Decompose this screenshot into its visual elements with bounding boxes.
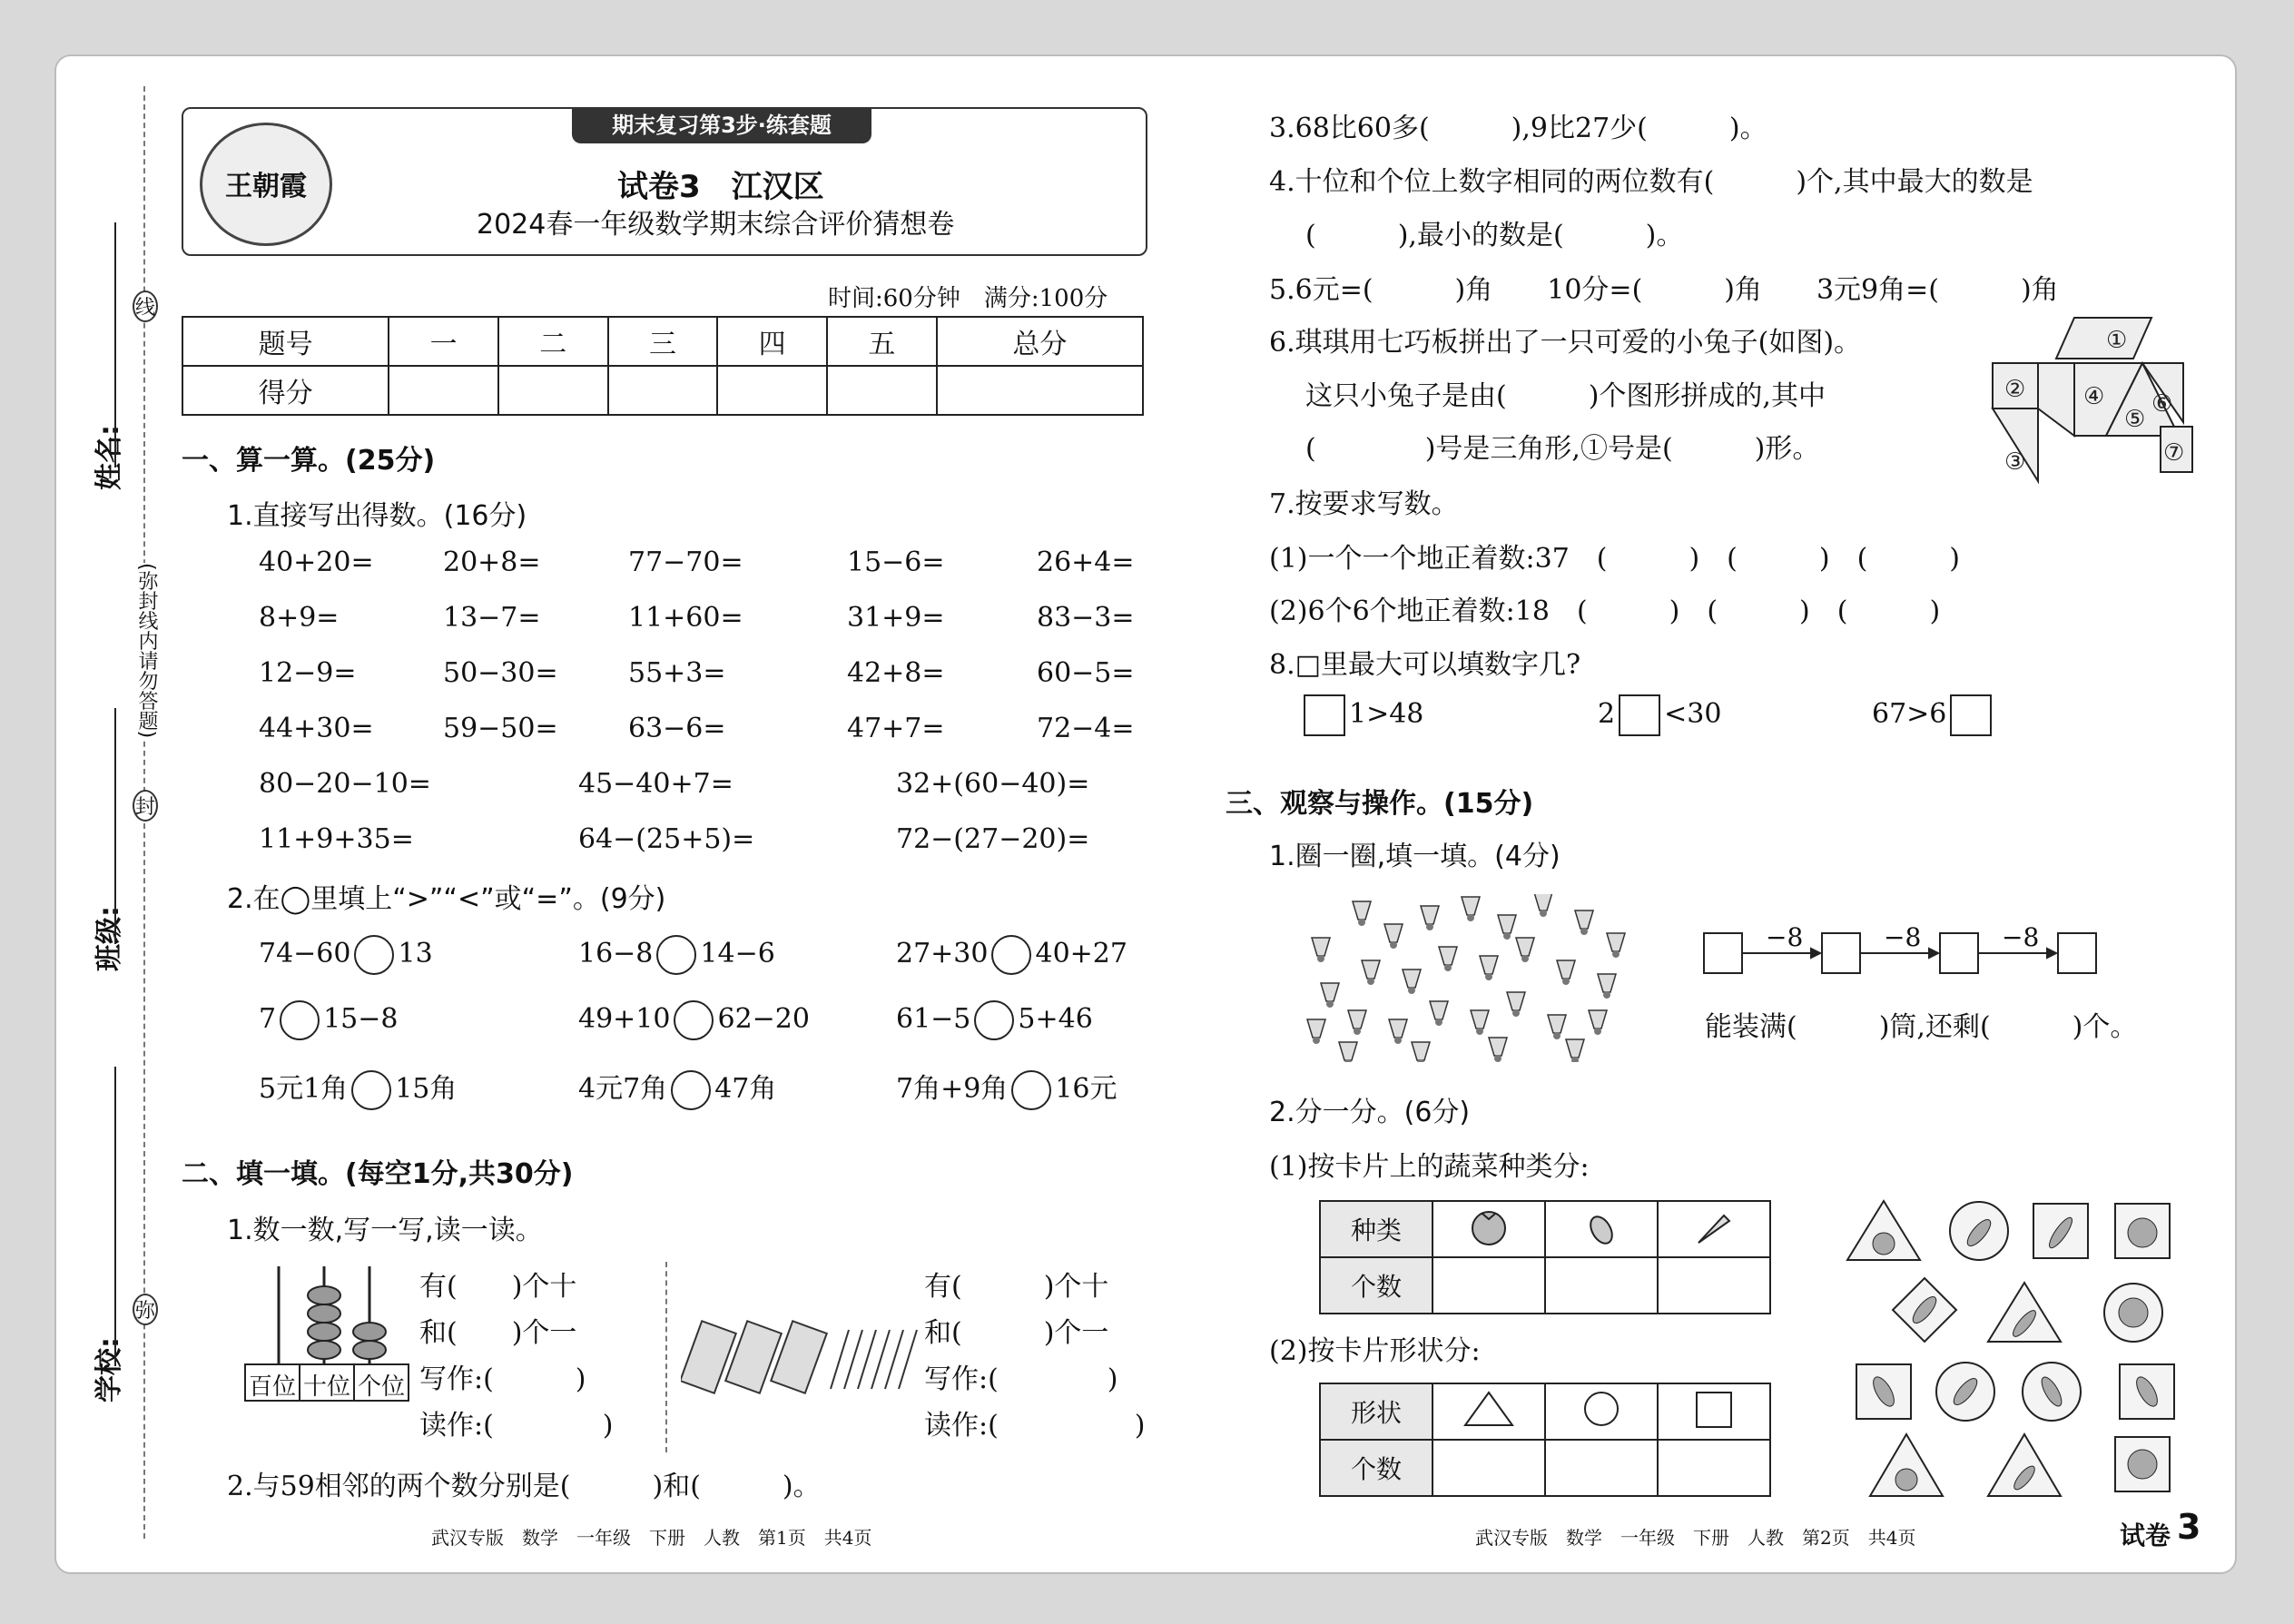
exam-title: 试卷3 江汉区 — [617, 169, 824, 205]
abacus-label-ones: 个位 — [357, 1373, 405, 1401]
compare-left: 27+30 — [896, 938, 989, 969]
seal-note: (弥封线内请勿答题) — [133, 563, 161, 738]
compare-left: 4元7角 — [578, 1073, 668, 1105]
shape-table-row2-label: 个数 — [1320, 1440, 1433, 1496]
shuttlecock-icon — [1598, 974, 1616, 999]
shuttlecock-icon — [1353, 901, 1371, 926]
s2-q2: 2.与59相邻的两个数分别是( )和( )。 — [227, 1471, 821, 1502]
s3-q2a: (1)按卡片上的蔬菜种类分: — [1269, 1151, 1590, 1183]
s3-q1-title: 1.圈一圈,填一填。(4分) — [1269, 841, 1561, 872]
compare-right: 15−8 — [323, 1003, 399, 1035]
shuttlecock-icon — [1307, 1019, 1325, 1044]
shuttlecock-icon — [1348, 1010, 1366, 1035]
eggplant-icon — [1545, 1201, 1658, 1257]
score-table — [182, 316, 1144, 416]
calc-item: 47+7= — [847, 713, 945, 744]
fill-read-b[interactable]: 读作:( ) — [924, 1410, 1146, 1442]
compare-right: 47角 — [714, 1073, 777, 1105]
time-info: 时间:60分钟 满分:100分 — [828, 285, 1108, 312]
score-header: 四 — [717, 317, 827, 366]
calc-item: 77−70= — [628, 546, 743, 578]
shuttlecock-icon — [1480, 956, 1498, 980]
q8-item-1 — [1300, 694, 1423, 736]
answer-cell[interactable] — [1433, 1257, 1545, 1314]
s2-q3: 3.68比60多( ),9比27少( )。 — [1269, 113, 1767, 144]
fill-ones-b[interactable]: 和( )个一 — [924, 1317, 1109, 1349]
score-header: 题号 — [182, 317, 389, 366]
shuttlecock-icon — [1384, 924, 1403, 949]
abacus-fill-block — [419, 1264, 614, 1449]
shuttlecock-icon — [1507, 992, 1525, 1017]
s3-q2b: (2)按卡片形状分: — [1269, 1335, 1481, 1367]
calc-item: 15−6= — [847, 546, 945, 578]
tangram-rabbit-figure — [1988, 313, 2197, 486]
subtract-chain-figure — [1702, 915, 2106, 980]
shuttlecock-icon — [1566, 1039, 1584, 1062]
score-header: 总分 — [937, 317, 1143, 366]
shuttlecock-icon — [1321, 983, 1339, 1008]
score-cell[interactable] — [498, 366, 608, 415]
triangle-icon — [1433, 1383, 1545, 1440]
paper-label: 试卷 — [2120, 1521, 2171, 1550]
s2-q8: 8.□里最大可以填数字几? — [1269, 649, 1581, 681]
shuttlecock-icon — [1462, 897, 1480, 921]
compare-right: 5+46 — [1018, 1003, 1093, 1035]
s2-q4b: ( ),最小的数是( )。 — [1305, 220, 1684, 251]
q8-item-2 — [1598, 694, 1721, 736]
calc-item: 45−40+7= — [578, 768, 733, 800]
sticks-fill-block — [924, 1264, 1146, 1449]
shuttlecock-icon — [1412, 1042, 1430, 1062]
s2-q7a: (1)一个一个地正着数:37 ( ) ( ) ( ) — [1269, 543, 1961, 575]
calc-item: 83−3= — [1037, 602, 1135, 634]
q8-item-3 — [1872, 694, 1995, 736]
compare-left: 61−5 — [896, 1003, 971, 1035]
s2-q5: 5.6元=( )角 10分=( )角 3元9角=( )角 — [1269, 274, 2059, 306]
score-cell[interactable] — [937, 366, 1143, 415]
fill-write-b[interactable]: 写作:( ) — [924, 1363, 1118, 1395]
q8-item-2-prefix: 2 — [1598, 698, 1616, 730]
answer-cell[interactable] — [1545, 1440, 1658, 1496]
footer-right: 武汉专版 数学 一年级 下册 人教 第2页 共4页 — [1475, 1527, 1916, 1549]
shuttlecock-icon — [1575, 910, 1593, 935]
chain-op-1: −8 — [1766, 922, 1804, 952]
compare-circle[interactable] — [674, 1000, 714, 1040]
calc-item: 50−30= — [443, 657, 558, 689]
shape-table-row1-label: 形状 — [1320, 1383, 1433, 1440]
tangram-label-2: ② — [2004, 376, 2026, 403]
answer-box[interactable] — [1304, 694, 1345, 736]
fill-ones[interactable]: 和( )个一 — [419, 1317, 577, 1349]
compare-right: 15角 — [395, 1073, 458, 1105]
calc-item: 72−(27−20)= — [896, 823, 1090, 855]
shuttlecock-icon — [1534, 894, 1552, 917]
answer-box[interactable] — [1950, 694, 1992, 736]
logo-text: 王朝霞 — [225, 171, 307, 202]
abacus-label-tens: 十位 — [302, 1373, 350, 1401]
section2-title: 二、填一填。(每空1分,共30分) — [182, 1158, 574, 1190]
calc-item: 63−6= — [628, 713, 726, 744]
class-line — [114, 708, 116, 944]
compare-right: 13 — [398, 938, 433, 969]
answer-cell[interactable] — [1658, 1440, 1770, 1496]
calc-item: 26+4= — [1037, 546, 1135, 578]
compare-left: 7 — [259, 1003, 277, 1035]
shuttlecock-icon — [1430, 1001, 1448, 1026]
calc-item: 60−5= — [1037, 657, 1135, 689]
s2-q6c: ( )号是三角形,①号是( )形。 — [1305, 433, 1820, 465]
shuttlecock-icon — [1548, 1015, 1566, 1039]
shuttlecock-icon — [1498, 915, 1516, 940]
school-line — [114, 1067, 116, 1366]
abacus-labels — [245, 1368, 409, 1402]
veg-type-table — [1319, 1200, 1771, 1314]
name-line — [114, 222, 116, 468]
compare-item — [896, 935, 1127, 975]
score-header: 三 — [608, 317, 718, 366]
square-icon — [1658, 1383, 1770, 1440]
compare-item — [259, 935, 433, 975]
score-header: 二 — [498, 317, 608, 366]
compare-left: 74−60 — [259, 938, 351, 969]
calc-item: 13−7= — [443, 602, 541, 634]
shuttlecock-icon — [1389, 1019, 1407, 1044]
s2-q7: 7.按要求写数。 — [1269, 488, 1459, 520]
s2-q7b: (2)6个6个地正着数:18 ( ) ( ) ( ) — [1269, 595, 1941, 627]
compare-circle[interactable] — [354, 935, 394, 975]
s3-q1-fill: 能装满( )筒,还剩( )个。 — [1705, 1011, 2138, 1043]
calc-item: 40+20= — [259, 546, 374, 578]
shuttlecock-icon — [1421, 906, 1439, 930]
score-header: 五 — [827, 317, 937, 366]
paper-number: 3 — [2177, 1507, 2201, 1547]
compare-item — [896, 1066, 1117, 1110]
tangram-label-4: ④ — [2083, 383, 2105, 410]
sticks-bundles-figure — [681, 1307, 926, 1407]
compare-circle[interactable] — [974, 1000, 1014, 1040]
score-header: 一 — [389, 317, 498, 366]
fill-read[interactable]: 读作:( ) — [419, 1410, 614, 1442]
tomato-icon — [1433, 1201, 1545, 1257]
calc-item: 32+(60−40)= — [896, 768, 1090, 800]
answer-box[interactable] — [1619, 694, 1660, 736]
s2-q6b: 这只小兔子是由( )个图形拼成的,其中 — [1305, 380, 1826, 412]
divider — [665, 1262, 667, 1452]
calc-item: 42+8= — [847, 657, 945, 689]
score-row-label: 得分 — [182, 366, 389, 415]
fill-tens-b[interactable]: 有( )个十 — [924, 1271, 1109, 1303]
calc-item: 44+30= — [259, 713, 374, 744]
score-cell[interactable] — [389, 366, 498, 415]
tangram-label-1: ① — [2106, 327, 2128, 354]
exam-subtitle: 2024春一年级数学期末综合评价猜想卷 — [477, 209, 955, 241]
s2-q4a: 4.十位和个位上数字相同的两位数有( )个,其中最大的数是 — [1269, 166, 2033, 198]
shuttlecock-icon — [1516, 938, 1534, 962]
chain-op-3: −8 — [2002, 922, 2040, 952]
footer-left: 武汉专版 数学 一年级 下册 人教 第1页 共4页 — [431, 1527, 872, 1549]
tangram-label-6: ⑥ — [2151, 390, 2173, 418]
s2-q6a: 6.琪琪用七巧板拼出了一只可爱的小兔子(如图)。 — [1269, 327, 1862, 359]
compare-right: 16元 — [1055, 1073, 1117, 1105]
score-cell[interactable] — [717, 366, 827, 415]
score-cell[interactable] — [827, 366, 937, 415]
answer-cell[interactable] — [1433, 1440, 1545, 1496]
calc-item: 55+3= — [628, 657, 726, 689]
abacus-label-hundreds: 百位 — [248, 1373, 296, 1401]
compare-item — [578, 935, 775, 975]
shuttlecocks-figure — [1294, 894, 1639, 1062]
answer-cell[interactable] — [1545, 1257, 1658, 1314]
shuttlecock-icon — [1589, 1010, 1607, 1035]
tangram-label-5: ⑤ — [2124, 406, 2146, 433]
s1-q2-title: 2.在◯里填上“>”“<”或“=”。(9分) — [227, 883, 666, 915]
chain-op-2: −8 — [1884, 922, 1922, 952]
compare-item — [259, 1000, 399, 1040]
compare-item — [896, 1000, 1093, 1040]
s3-q2-title: 2.分一分。(6分) — [1269, 1097, 1471, 1128]
score-cell[interactable] — [608, 366, 718, 415]
circle-icon — [1545, 1383, 1658, 1440]
q8-item-2-text: <30 — [1664, 698, 1722, 730]
s2-q1-title: 1.数一数,写一写,读一读。 — [227, 1215, 543, 1246]
header-banner: 期末复习第3步·练套题 — [572, 107, 871, 143]
calc-item: 11+9+35= — [259, 823, 414, 855]
compare-item — [259, 1066, 457, 1110]
calc-item: 64−(25+5)= — [578, 823, 755, 855]
shuttlecock-icon — [1489, 1038, 1507, 1062]
name-label: 姓名: — [94, 425, 125, 490]
shuttlecock-icon — [1403, 969, 1421, 994]
calc-item: 80−20−10= — [259, 768, 431, 800]
calc-item: 11+60= — [628, 602, 743, 634]
compare-left: 7角+9角 — [896, 1073, 1009, 1105]
shape-table — [1319, 1383, 1771, 1497]
section1-title: 一、算一算。(25分) — [182, 445, 436, 477]
seal-char-3: 弥 — [133, 1294, 158, 1325]
shuttlecock-icon — [1557, 960, 1575, 985]
compare-item — [578, 1000, 810, 1040]
s1-q1-title: 1.直接写出得数。(16分) — [227, 500, 527, 532]
q8-item-1-text: 1>48 — [1349, 698, 1424, 730]
shuttlecock-icon — [1362, 960, 1380, 985]
shuttlecock-icon — [1439, 947, 1457, 971]
compare-circle[interactable] — [351, 1070, 391, 1110]
shuttlecock-icon — [1607, 933, 1625, 958]
compare-circle[interactable] — [656, 935, 696, 975]
shuttlecock-icon — [1471, 1010, 1489, 1035]
compare-circle[interactable] — [671, 1070, 711, 1110]
carrot-icon — [1658, 1201, 1770, 1257]
seal-char-1: 线 — [133, 290, 158, 322]
compare-right: 14−6 — [700, 938, 775, 969]
compare-left: 16−8 — [578, 938, 654, 969]
veg-table-row2-label: 个数 — [1320, 1257, 1433, 1314]
calc-item: 72−4= — [1037, 713, 1135, 744]
calc-item: 12−9= — [259, 657, 357, 689]
compare-left: 49+10 — [578, 1003, 671, 1035]
veg-table-row1-label: 种类 — [1320, 1201, 1433, 1257]
q8-item-3-prefix: 67>6 — [1872, 698, 1947, 730]
school-label: 学校: — [94, 1337, 125, 1403]
compare-item — [578, 1066, 776, 1110]
calc-item: 59−50= — [443, 713, 558, 744]
compare-right: 40+27 — [1035, 938, 1127, 969]
compare-circle[interactable] — [280, 1000, 320, 1040]
calc-item: 8+9= — [259, 602, 340, 634]
shuttlecock-icon — [1312, 938, 1330, 962]
calc-item: 31+9= — [847, 602, 945, 634]
fill-tens[interactable]: 有( )个十 — [419, 1271, 577, 1303]
compare-circle[interactable] — [1011, 1070, 1051, 1110]
vegetable-cards-figure — [1843, 1196, 2188, 1505]
section3-title: 三、观察与操作。(15分) — [1226, 788, 1534, 820]
answer-cell[interactable] — [1658, 1257, 1770, 1314]
compare-left: 5元1角 — [259, 1073, 349, 1105]
tangram-label-3: ③ — [2004, 448, 2026, 476]
calc-item: 20+8= — [443, 546, 541, 578]
fill-write[interactable]: 写作:( ) — [419, 1363, 586, 1395]
tangram-label-7: ⑦ — [2163, 439, 2185, 467]
compare-circle[interactable] — [991, 935, 1031, 975]
logo-seal — [200, 123, 332, 246]
compare-right: 62−20 — [717, 1003, 810, 1035]
class-label: 班级: — [94, 906, 125, 971]
seal-char-2: 封 — [133, 790, 158, 822]
shuttlecock-icon — [1339, 1042, 1357, 1062]
